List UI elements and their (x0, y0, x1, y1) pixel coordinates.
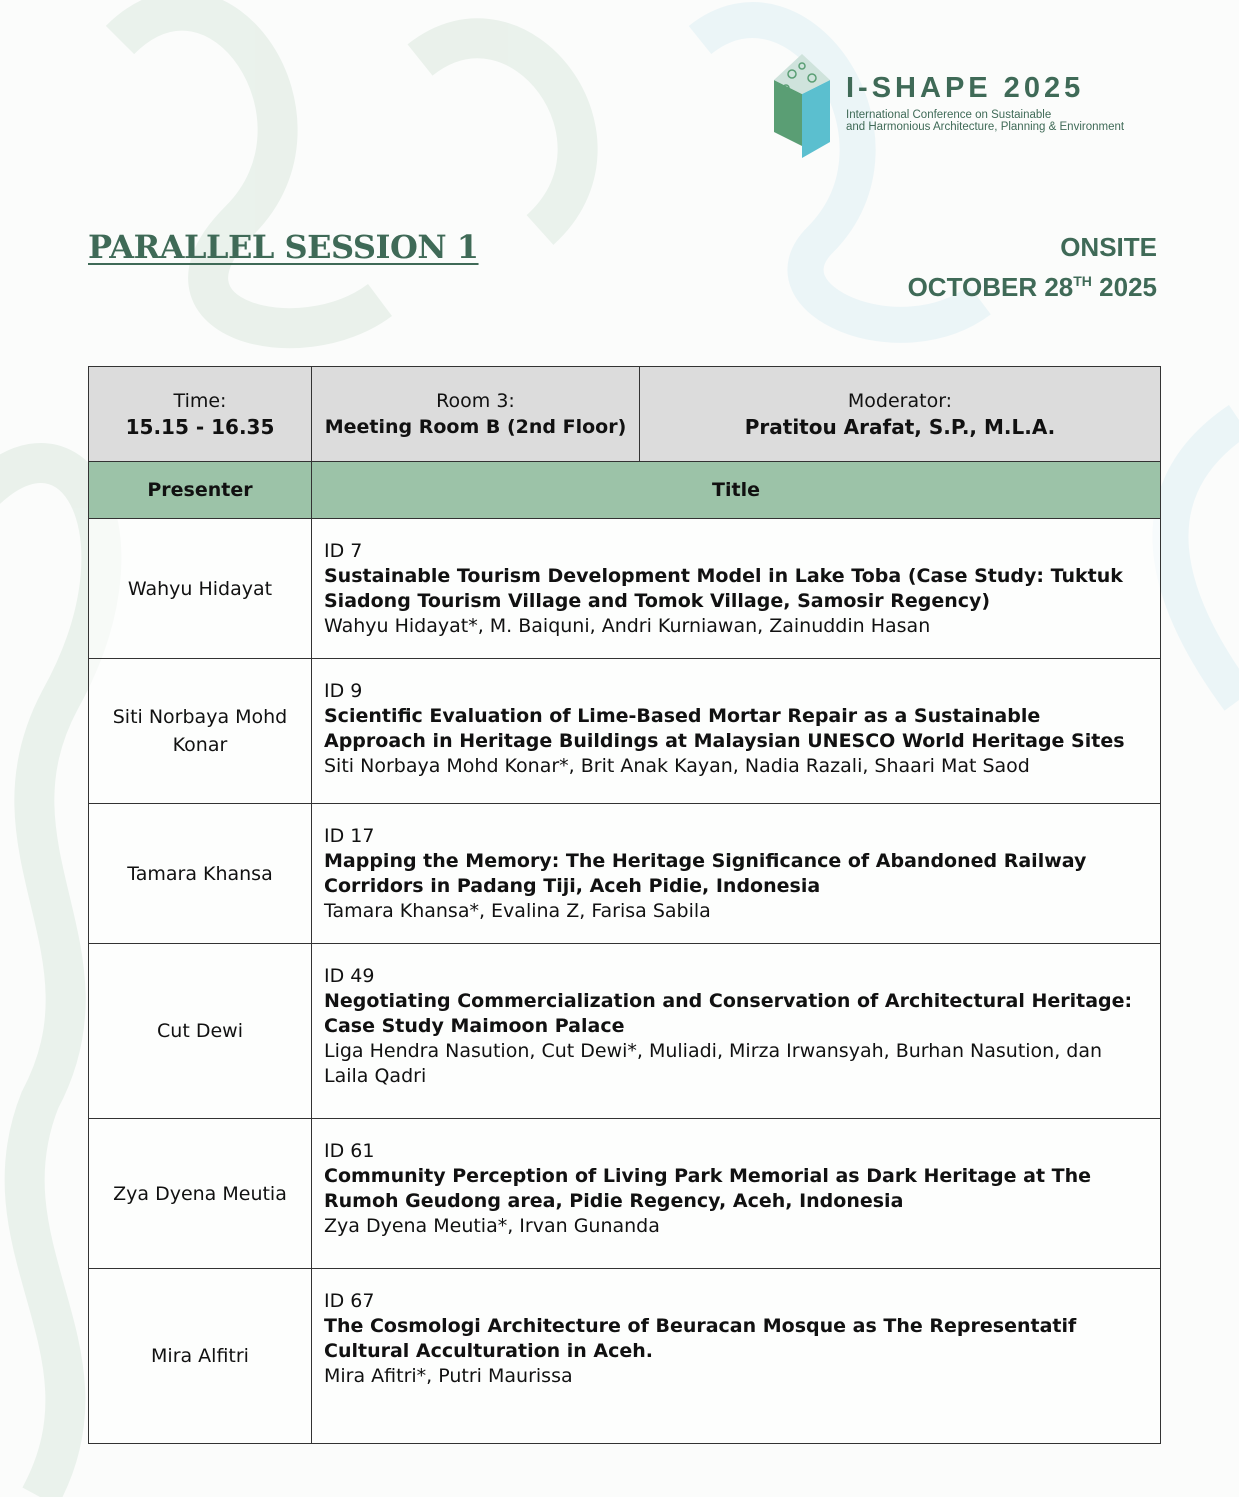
date-label (908, 264, 1157, 304)
table-row (89, 659, 1161, 804)
table-row (89, 1269, 1161, 1444)
time-cell (89, 367, 312, 462)
paper-cell (312, 1269, 1161, 1444)
table-row (89, 1119, 1161, 1269)
column-header-row (89, 462, 1161, 519)
presenter-name: Zya Dyena Meutia (89, 1119, 312, 1269)
table-row (89, 944, 1161, 1119)
logo-subtitle-line1: International Conference on Sustainable (846, 109, 1052, 121)
moderator-label: Moderator: (847, 390, 953, 412)
mode-label: ONSITE (1060, 232, 1157, 262)
paper-cell (312, 519, 1161, 659)
paper-id: ID 61 (324, 1140, 375, 1162)
paper-authors: Mira Afitri*, Putri Maurissa (324, 1365, 573, 1387)
time-label: Time: (173, 390, 227, 412)
room-value: Meeting Room B (2nd Floor) (324, 416, 627, 438)
presenter-name: Mira Alfitri (89, 1269, 312, 1444)
date-sup: TH (1073, 273, 1092, 289)
presenter-name: Siti Norbaya Mohd Konar (89, 659, 312, 804)
moderator-cell (640, 367, 1161, 462)
presenter-name: Cut Dewi (89, 944, 312, 1119)
title-header: Title (312, 462, 1161, 519)
paper-title: Sustainable Tourism Development Model in Lake Toba (Case Study: Tuktuk Siadong Tourism Village and Tomok Village, Samosir Regency) (324, 565, 1123, 612)
date-prefix: OCTOBER 28 (907, 272, 1074, 302)
paper-authors: Tamara Khansa*, Evalina Z, Farisa Sabila (324, 900, 711, 922)
logo-subtitle-line2: and Harmonious Architecture, Planning & Environment (846, 121, 1125, 133)
paper-id: ID 67 (324, 1290, 375, 1312)
paper-id: ID 17 (324, 825, 375, 847)
paper-authors: Wahyu Hidayat*, M. Baiquni, Andri Kurniawan, Zainuddin Hasan (324, 615, 931, 637)
logo-subtitle (846, 109, 1124, 133)
presenter-name: Tamara Khansa (89, 804, 312, 944)
table-row (89, 519, 1161, 659)
paper-cell (312, 659, 1161, 804)
schedule-table (88, 366, 1161, 1444)
moderator-value: Pratitou Arafat, S.P., M.L.A. (744, 415, 1056, 439)
room-label: Room 3: (436, 390, 515, 412)
logo-title: I-SHAPE 2025 (846, 72, 1085, 104)
conference-logo (772, 52, 1172, 162)
table-row (89, 804, 1161, 944)
paper-title: Negotiating Commercialization and Conservation of Architectural Heritage: Case Study Maimoon Palace (324, 990, 1133, 1037)
session-title: PARALLEL SESSION 1 (88, 228, 479, 266)
paper-id: ID 49 (324, 965, 375, 987)
cube-logo-icon (772, 52, 834, 160)
room-cell (312, 367, 640, 462)
paper-authors: Zya Dyena Meutia*, Irvan Gunanda (324, 1215, 660, 1237)
paper-title: Scientific Evaluation of Lime-Based Mortar Repair as a Sustainable Approach in Heritage Buildings at Malaysian UNESCO World Heritage Sites (324, 705, 1125, 752)
paper-cell (312, 1119, 1161, 1269)
paper-authors: Liga Hendra Nasution, Cut Dewi*, Muliadi, Mirza Irwansyah, Burhan Nasution, dan Laila Qadri (324, 1040, 1103, 1087)
paper-cell (312, 804, 1161, 944)
session-date-block (908, 230, 1157, 304)
date-suffix: 2025 (1091, 272, 1157, 302)
paper-authors: Siti Norbaya Mohd Konar*, Brit Anak Kayan, Nadia Razali, Shaari Mat Saod (324, 755, 1030, 777)
paper-id: ID 9 (324, 680, 363, 702)
presenter-name: Wahyu Hidayat (89, 519, 312, 659)
paper-title: Mapping the Memory: The Heritage Significance of Abandoned Railway Corridors in Padang Tiji, Aceh Pidie, Indonesia (324, 850, 1087, 897)
paper-id: ID 7 (324, 540, 363, 562)
paper-title: The Cosmologi Architecture of Beuracan Mosque as The Representatif Cultural Acculturation in Aceh. (324, 1315, 1077, 1362)
paper-title: Community Perception of Living Park Memorial as Dark Heritage at The Rumoh Geudong area, Pidie Regency, Aceh, Indonesia (324, 1165, 1092, 1212)
paper-cell (312, 944, 1161, 1119)
presenter-header: Presenter (89, 462, 312, 519)
session-info-row (89, 367, 1161, 462)
time-value: 15.15 - 16.35 (125, 415, 275, 439)
